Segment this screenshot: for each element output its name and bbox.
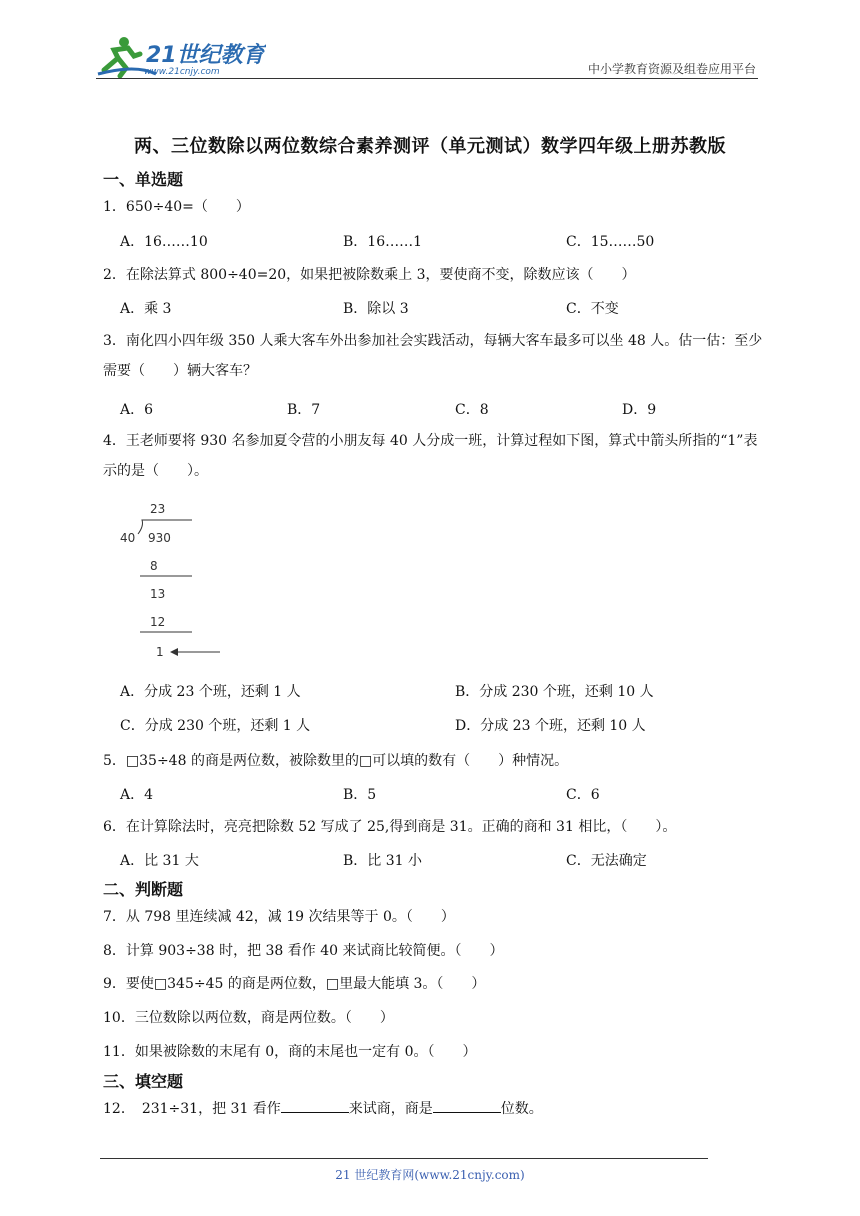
question-12-part-2: 来试商，商是 (348, 1101, 433, 1117)
question-9: 9．要使□345÷45 的商是两位数，□里最大能填 3。（ ） (103, 976, 486, 992)
question-12-part-1: 12． 231÷31，把 31 看作 (103, 1101, 281, 1117)
question-1-option-c: C．15……50 (566, 234, 655, 250)
section-heading-single-choice: 一、单选题 (103, 170, 184, 189)
question-6-option-c: C．无法确定 (566, 853, 647, 869)
question-2-option-c: C．不变 (566, 301, 619, 317)
answer-blank-2[interactable] (433, 1098, 501, 1113)
question-3-option-c: C．8 (455, 402, 489, 418)
question-12 (103, 1098, 543, 1118)
question-2-option-a: A．乘 3 (120, 301, 172, 317)
question-3-option-d: D．9 (622, 402, 657, 418)
division-quotient: 23 (150, 502, 166, 516)
question-5-stem: 5．□35÷48 的商是两位数，被除数里的□可以填的数有（ ）种情况。 (103, 753, 569, 769)
division-step-2: 13 (150, 587, 166, 601)
question-5-option-c: C．6 (566, 787, 600, 803)
division-step-1: 8 (150, 559, 158, 573)
question-10: 10．三位数除以两位数，商是两位数。（ ） (103, 1010, 394, 1026)
question-1-stem: 1．650÷40=（ ） (103, 199, 250, 215)
division-remainder: 1 (156, 645, 164, 659)
section-heading-fill-blank: 三、填空题 (103, 1072, 184, 1091)
question-6-stem: 6．在计算除法时，亮亮把除数 52 写成了 25,得到商是 31。正确的商和 31 相比，（ ）。 (103, 819, 677, 835)
answer-blank-1[interactable] (281, 1098, 349, 1113)
svg-text:21世纪教育: 21世纪教育 (146, 43, 265, 68)
question-3-stem: 3．南化四小四年级 350 人乘大客车外出参加社会实践活动，每辆大客车最多可以坐 48 人。估一估：至少需要（ ）辆大客车？ (103, 333, 763, 379)
question-1-option-b: B．16……1 (343, 234, 423, 250)
question-5-option-a: A．4 (120, 787, 154, 803)
question-1-option-a: A．16……10 (120, 234, 208, 250)
question-4-stem: 4．王老师要将 930 名参加夏令营的小朋友每 40 人分成一班，计算过程如下图，算式中箭头所指的“1”表示的是（ ）。 (103, 433, 758, 479)
question-6-option-a: A．比 31 大 (120, 853, 199, 869)
question-6-option-b: B．比 31 小 (343, 853, 423, 869)
svg-text:www.21cnjy.com: www.21cnjy.com (144, 67, 220, 77)
site-logo (96, 34, 266, 78)
question-2-stem: 2．在除法算式 800÷40=20，如果把被除数乘上 3，要使商不变，除数应该（ ） (103, 267, 636, 283)
page-title: 两、三位数除以两位数综合素养测评（单元测试）数学四年级上册苏教版 (134, 136, 726, 157)
division-step-3: 12 (150, 615, 166, 629)
question-5-option-b: B．5 (343, 787, 377, 803)
runner-logo-icon (96, 34, 266, 78)
header-platform-text: 中小学教育资源及组卷应用平台 (587, 62, 756, 76)
header-divider (96, 78, 758, 79)
question-2-option-b: B．除以 3 (343, 301, 409, 317)
division-divisor: 40 (120, 531, 136, 545)
long-division-figure (118, 496, 228, 664)
question-3-option-a: A．6 (120, 402, 154, 418)
question-4-option-d: D．分成 23 个班，还剩 10 人 (455, 718, 646, 734)
question-8: 8．计算 903÷38 时，把 38 看作 40 来试商比较简便。（ ） (103, 943, 504, 959)
question-4-option-a: A．分成 23 个班，还剩 1 人 (120, 684, 301, 700)
footer-divider (100, 1158, 708, 1159)
question-4-option-c: C．分成 230 个班，还剩 1 人 (120, 718, 311, 734)
footer-text: 21 世纪教育网(www.21cnjy.com) (335, 1168, 525, 1182)
question-4-option-b: B．分成 230 个班，还剩 10 人 (455, 684, 654, 700)
question-12-part-3: 位数。 (500, 1101, 543, 1117)
question-11: 11．如果被除数的末尾有 0，商的末尾也一定有 0。（ ） (103, 1044, 477, 1060)
division-dividend: 930 (148, 531, 171, 545)
arrow-left-icon (170, 648, 178, 656)
question-7: 7．从 798 里连续减 42，减 19 次结果等于 0。（ ） (103, 909, 455, 925)
question-3-option-b: B．7 (287, 402, 321, 418)
section-heading-true-false: 二、判断题 (103, 880, 184, 899)
